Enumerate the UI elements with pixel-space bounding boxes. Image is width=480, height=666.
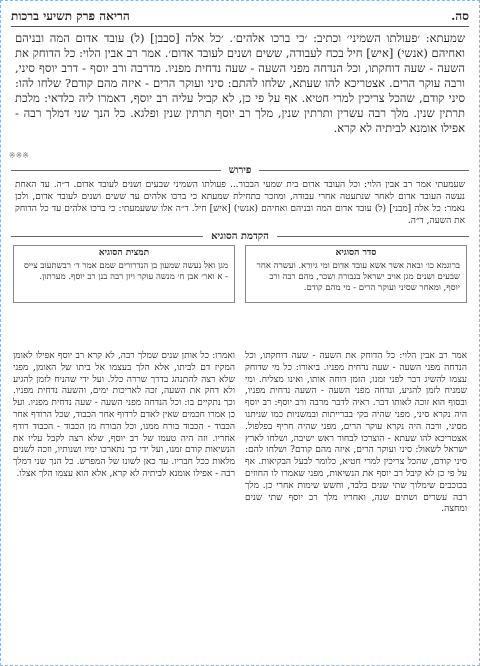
box-summary-title: תמצית הסוגיא	[98, 248, 150, 258]
main-text: שמעתא: ׳פעולתו השמיני׳ וכתיב: ׳כי ברכו אלהים׳. ׳כל אלה [סבבן] (ל) עובד אדום המה ובניהם ואחיהם (אנשי) [איש] חיל בכח לעבודה, ששים ושנים לעובד אדום׳. אמר רב אבין הלוי: כל הדוחק את השעה - שעה דוחקתו, וכל הנדחה מפני השעה - שעה נדחית מפניו. מדרבה ורב יוסף - דרב יוסף סיני, ורבה עוקר הרים. אצטריכא להו שעתא, שלחו להתם: סיני ועוקר הרים - איזה מהם קודם? שלחו להו: סיני קודם, שהכל צריכין למרי חטיא. אף על פי כן, לא קביל עליה רב יוסף, דאמרו ליה כלדאי: מלכת תרתין שנין. מלך רבה עשרין ותרתין שנין, מלך רב יוסף תרתין שנין ופלגא. כל הנך שני דמלך רבה - אפילו אומנא לביתיה לא קרא.	[15, 31, 466, 135]
pirush-heading	[11, 163, 469, 177]
intro-boxes	[13, 245, 467, 303]
divider-line	[11, 236, 203, 237]
page-number: סה.	[451, 8, 469, 23]
box-summary-text: מגן ואל נעשה שמעון בן הנדרורים שמם אמר ד׳ רבשתעוב צייס - א ואר׳ אבן ח׳ מנשה עוקר ויזן רבה בנן רב יוסף. מערתון.	[23, 261, 228, 282]
hakdamah-heading	[11, 229, 469, 243]
box-order-text: ברוגמא כו׳ ובאה אשר אשא עובד אדום ומי גיורא. ועשרה אחר שבעים ושנים מגן אויב ישראל בגבורה ושכר, מהם רבה ורב יוסף, ומאחר שסיני ועוקר הרים - מי מהם קודם.	[256, 261, 460, 293]
page-header	[11, 7, 469, 25]
divider-line	[277, 236, 469, 237]
commentary-column-left: ואמרו: כל אותן שנים שמלך רבה, לא קרא רב יוסף אפילו לאומן המקיז דם לביתו, אלא הלך בעצמו אל ביתו של האומן, מפני שלא רצה להתנהג בדרך שררה כלל. ועל ידי שהניח לזמן להגיע ולא דחק את השעה, זכה לאריכות ימים, והשעה נדחית מפניו. וכך נתקיים בו: וכל הנדחה מפני השעה - שעה נדחית מפניו. ועל כן אמרו חכמים שאין לאדם לרדוף אחר הכבוד, שכל הרודף אחר הכבוד - הכבוד בורח ממנו, וכל הבורח מן הכבוד - הכבוד רודף אחריו. וזה היה טעמו של רב יוסף, שלא רצה לקבל עליו את הנשיאות קודם זמנו, ועל ידי כך נתארכו ימיו ושנותיו, וזכה לשנים מלאות ככל חבריו. עד כאן לשונו של המפרש. כל הנך שני דמלך רבה - אפילו אומנא לביתיה לא קרא, אלא הוא עצמו הלך אצלו.	[13, 351, 235, 479]
commentary-column-right: אמר רב אבין הלוי: כל הדוחק את השעה - שעה דוחקתו, וכל הנדחה מפני השעה - שעה נדחית מפניו. ביאורו: כל מי שדוחק עצמו להשיג דבר לפני זמנו, הזמן דוחה אותו, ואינו מצליח. ומי שמניח לזמן להגיע, ונדחה מפני השעה - השעה נדחית מפניו, ובסוף הוא זוכה לאותו דבר. ראיה לדבר מרבה ורב יוסף: רב יוסף היה נקרא סיני, מפני שהיה בקי בברייתות ובמשניות כמו שניתנו מסיני, ורבה היה נקרא עוקר הרים, מפני שהיה חריף בפלפול. אצטריכא להו שעתא - הוצרכו לבחור ראש ישיבה, ושלחו לארץ ישראל לשאול: סיני ועוקר הרים, איזה מהם קודם? ושלחו להם: סיני קודם, שהכל צריכין למרי חטיא, כלומר לבעל הבקיאות. אף על פי כן לא קיבל רב יוסף את הנשיאות, מפני שאמרו לו החוזים בכוכבים שימלוך שתי שנים בלבד, וחשש שימות אחרי כן. מלך רבה עשרים ושתים שנה, ואחריו מלך רב יוסף שתי שנים ומחצה.	[245, 351, 467, 515]
pirush-text: שעמעתי אמר רב אבין הלוי: וכל העובד אדום בית שמעי הבכור... פעולתו השמיני שבעים ושנים לעובד אדום. ד״ה. עד האחת נעשה העובד אדום לאחר שנתעטה אחרי עבודה, ומוזכר בתחילת שמעתא כי ברכו אלהים עד ששים ושנים לעובד אדום, ולכן נאמר: כל אלה [מבני] (ל) עובד אדום המה ובניהם ואחיהם (אנשי) [איש] חיל. ד״ה אלו ששעמעתי: כי ברכו אלהים עד כל הדוחק את השעה, ד״ה.	[15, 180, 465, 226]
commentary-columns	[13, 351, 467, 516]
footnote-mark: ※※※	[8, 151, 29, 160]
box-summary	[13, 245, 235, 303]
divider-line	[259, 170, 469, 171]
divider-line	[11, 170, 221, 171]
hakdamah-title: הקדמת הסוגיא	[211, 230, 269, 242]
pirush-title: פירוש	[228, 164, 252, 176]
box-order	[245, 245, 467, 303]
page-title: הריאה פרק תשיעי ברכות	[11, 8, 130, 23]
header-divider	[11, 26, 469, 27]
box-order-title: סדר הסוגיא	[335, 248, 377, 258]
